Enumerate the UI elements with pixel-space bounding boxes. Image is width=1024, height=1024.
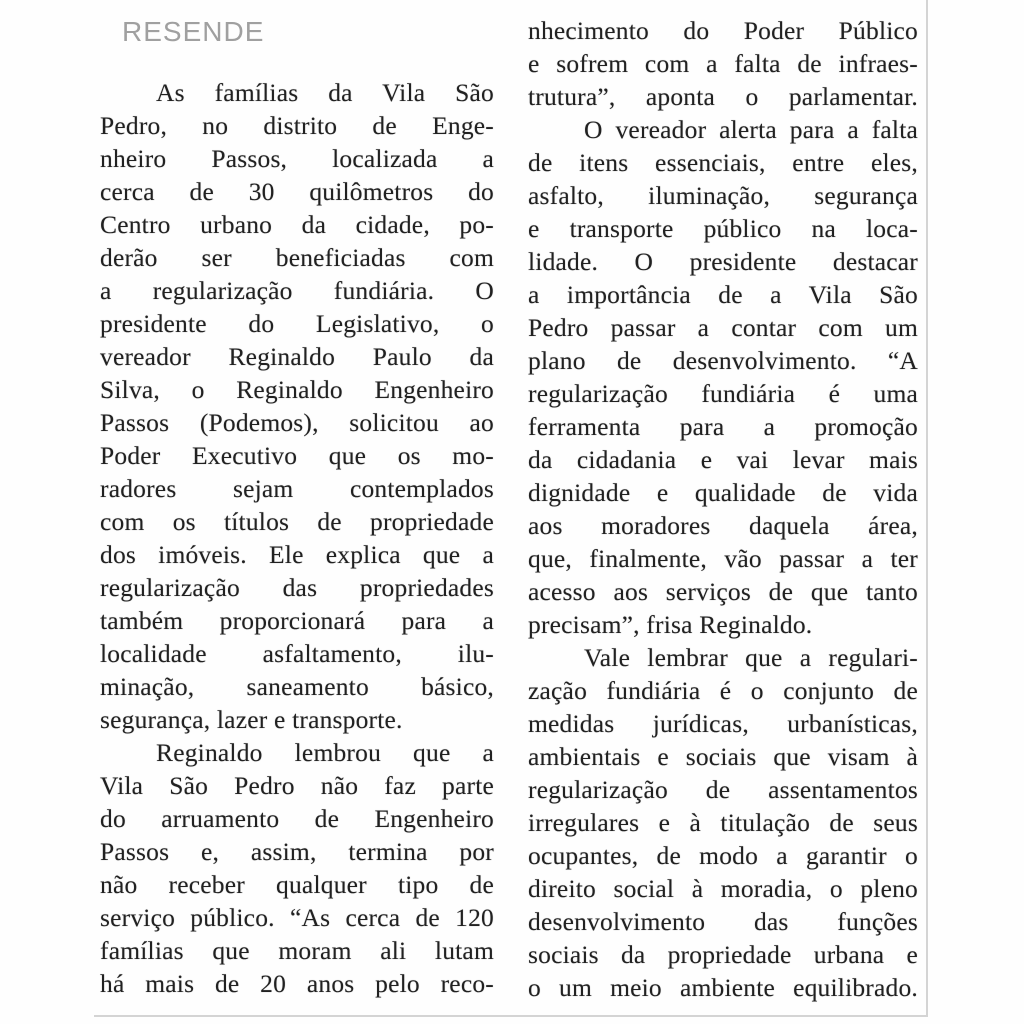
text-line: e sofrem com a falta de infraes- bbox=[528, 49, 918, 78]
text-line: irregulares e à titulação de seus bbox=[528, 808, 918, 837]
text-line: de itens essenciais, entre eles, bbox=[528, 148, 918, 177]
text-line: derão ser beneficiadas com bbox=[100, 243, 494, 272]
text-line: nhecimento do Poder Público bbox=[528, 16, 918, 45]
text-line: O vereador alerta para a falta bbox=[584, 115, 918, 144]
text-line: regularização de assentamentos bbox=[528, 775, 918, 804]
text-line: Vila São Pedro não faz parte bbox=[100, 771, 494, 800]
text-line: Pedro passar a contar com um bbox=[528, 313, 918, 342]
text-line: do arruamento de Engenheiro bbox=[100, 804, 494, 833]
text-line: As famílias da Vila São bbox=[156, 78, 494, 107]
text-line: há mais de 20 anos pelo reco- bbox=[100, 969, 494, 998]
text-line: sociais da propriedade urbana e bbox=[528, 940, 918, 969]
text-line: localidade asfaltamento, ilu- bbox=[100, 639, 494, 668]
text-line: regularização das propriedades bbox=[100, 573, 494, 602]
column-divider-line bbox=[926, 0, 928, 1017]
text-line: aos moradores daquela área, bbox=[528, 511, 918, 540]
text-line: serviço público. “As cerca de 120 bbox=[100, 903, 494, 932]
text-line: ferramenta para a promoção bbox=[528, 412, 918, 441]
article-column-left bbox=[100, 76, 494, 1000]
text-line: regularização fundiária é uma bbox=[528, 379, 918, 408]
text-line: desenvolvimento das funções bbox=[528, 907, 918, 936]
text-line: também proporcionará para a bbox=[100, 606, 494, 635]
text-line: segurança, lazer e transporte. bbox=[100, 705, 403, 734]
text-line: lidade. O presidente destacar bbox=[528, 247, 918, 276]
text-line: Pedro, no distrito de Enge- bbox=[100, 111, 494, 140]
text-line: Reginaldo lembrou que a bbox=[156, 738, 494, 767]
text-line: radores sejam contemplados bbox=[100, 474, 494, 503]
text-line: medidas jurídicas, urbanísticas, bbox=[528, 709, 918, 738]
bottom-rule-line bbox=[94, 1015, 928, 1017]
text-line: a importância de a Vila São bbox=[528, 280, 918, 309]
text-line: ambientais e sociais que visam à bbox=[528, 742, 918, 771]
text-line: famílias que moram ali lutam bbox=[100, 936, 494, 965]
text-line: e transporte público na loca- bbox=[528, 214, 918, 243]
text-line: vereador Reginaldo Paulo da bbox=[100, 342, 494, 371]
text-line: com os títulos de propriedade bbox=[100, 507, 494, 536]
text-line: asfalto, iluminação, segurança bbox=[528, 181, 918, 210]
text-line: não receber qualquer tipo de bbox=[100, 870, 494, 899]
text-line: nheiro Passos, localizada a bbox=[100, 144, 494, 173]
text-line: Vale lembrar que a regulari- bbox=[584, 643, 918, 672]
text-line: o um meio ambiente equilibrado. bbox=[528, 973, 918, 1002]
text-line: Poder Executivo que os mo- bbox=[100, 441, 494, 470]
text-line: precisam”, frisa Reginaldo. bbox=[528, 610, 813, 639]
section-kicker: RESENDE bbox=[122, 16, 265, 47]
text-line: cerca de 30 quilômetros do bbox=[100, 177, 494, 206]
text-line: acesso aos serviços de que tanto bbox=[528, 577, 918, 606]
text-line: a regularização fundiária. O bbox=[100, 276, 494, 305]
text-line: da cidadania e vai levar mais bbox=[528, 445, 918, 474]
text-line: Silva, o Reginaldo Engenheiro bbox=[100, 375, 494, 404]
article-column-right bbox=[528, 14, 918, 1004]
text-line: dignidade e qualidade de vida bbox=[528, 478, 918, 507]
text-line: ocupantes, de modo a garantir o bbox=[528, 841, 918, 870]
text-line: Centro urbano da cidade, po- bbox=[100, 210, 494, 239]
text-line: zação fundiária é o conjunto de bbox=[528, 676, 918, 705]
text-line: Passos e, assim, termina por bbox=[100, 837, 494, 866]
text-line: minação, saneamento básico, bbox=[100, 672, 494, 701]
text-line: que, finalmente, vão passar a ter bbox=[528, 544, 918, 573]
text-line: presidente do Legislativo, o bbox=[100, 309, 494, 338]
text-line: trutura”, aponta o parlamentar. bbox=[528, 82, 918, 111]
text-line: Passos (Podemos), solicitou ao bbox=[100, 408, 494, 437]
text-line: plano de desenvolvimento. “A bbox=[528, 346, 918, 375]
text-line: dos imóveis. Ele explica que a bbox=[100, 540, 494, 569]
text-line: direito social à moradia, o pleno bbox=[528, 874, 918, 903]
